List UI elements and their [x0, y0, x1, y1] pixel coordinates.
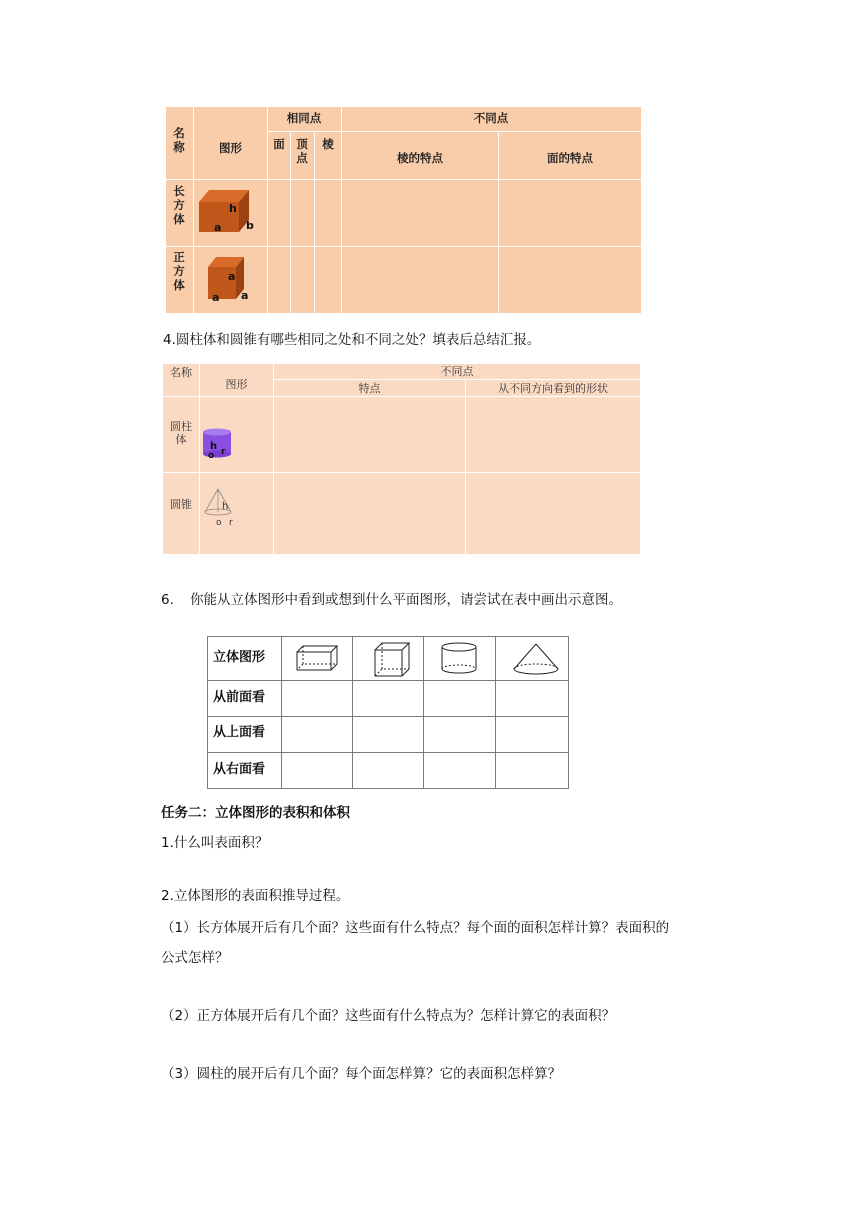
cone-h-label: h: [222, 501, 229, 512]
cylinder-wireframe-icon: [439, 641, 479, 677]
task2-title: 任务二：立体图形的表积和体积: [161, 805, 350, 821]
cylinder-h-label: h: [210, 441, 218, 452]
sub-question-1-line-2: 公式怎样？: [161, 950, 229, 966]
header-same: 相同点: [286, 111, 322, 125]
question-6-text: 你能从立体图形中看到或想到什么平面图形，请尝试在表中画出示意图。: [190, 592, 622, 608]
row-cylinder-name: 圆柱体: [170, 420, 192, 446]
cone-wireframe-icon: [510, 641, 562, 677]
header-figure: 图形: [225, 378, 248, 391]
cuboid-h-label: h: [229, 202, 237, 215]
row-label-front: 从前面看: [213, 690, 266, 705]
cube-a-label-2: a: [212, 291, 220, 304]
header-diff: 不同点: [473, 111, 509, 125]
cylinder-r-label: r: [221, 447, 226, 457]
sub-question-3: （3）圆柱的展开后有几个面？每个面怎样算？它的表面积怎样算？: [161, 1066, 562, 1082]
task2-question-2: 2.立体图形的表面积推导过程。: [161, 888, 350, 904]
cube-a-label-1: a: [228, 270, 236, 283]
header-diff: 不同点: [440, 365, 474, 378]
row-label-right: 从右面看: [213, 762, 266, 777]
cube-icon: [204, 253, 254, 305]
solid-comparison-table: [166, 107, 641, 313]
cylinder-icon: [201, 427, 241, 461]
cuboid-a-label: a: [214, 221, 222, 234]
cylinder-o-label: o: [208, 451, 215, 461]
cone-icon: [201, 487, 251, 527]
cube-a-label-3: a: [241, 289, 249, 302]
row-label-top: 从上面看: [213, 725, 266, 740]
col-vertex: 顶点: [296, 137, 308, 165]
cuboid-b-label: b: [246, 219, 254, 232]
cylinder-cone-table: [163, 364, 640, 554]
col-face-feature: 面的特点: [547, 151, 593, 165]
col-views: 从不同方向看到的形状: [498, 382, 608, 395]
header-name: 名称: [170, 366, 192, 379]
cone-o-label: o: [216, 518, 222, 527]
col-edge-feature: 棱的特点: [397, 151, 443, 165]
cone-r-label: r: [229, 518, 233, 527]
task2-question-1: 1.什么叫表面积？: [161, 835, 269, 851]
col-face: 面: [273, 137, 285, 151]
sub-question-1-line-1: （1）长方体展开后有几个面？这些面有什么特点？每个面的面积怎样计算？表面积的: [161, 920, 670, 936]
sub-question-2: （2）正方体展开后有几个面？这些面有什么特点为？怎样计算它的表面积？: [161, 1008, 616, 1024]
cuboid-wireframe-icon: [293, 642, 343, 676]
header-name: 名称: [173, 126, 185, 154]
header-figure: 图形: [219, 141, 242, 155]
views-table: [207, 636, 569, 789]
question-6-number: 6.: [161, 592, 174, 608]
question-4: 4.圆柱体和圆锥有哪些相同之处和不同之处？填表后总结汇报。: [163, 332, 541, 348]
cube-wireframe-icon: [371, 639, 415, 679]
row-cone-name: 圆锥: [170, 498, 192, 511]
col-edge: 棱: [322, 137, 334, 151]
cuboid-icon: [196, 185, 266, 245]
row-cube-name: 正方体: [173, 250, 185, 292]
col-feature: 特点: [358, 382, 381, 395]
row-label-solid: 立体图形: [213, 650, 266, 665]
row-cuboid-name: 长方体: [173, 184, 185, 226]
